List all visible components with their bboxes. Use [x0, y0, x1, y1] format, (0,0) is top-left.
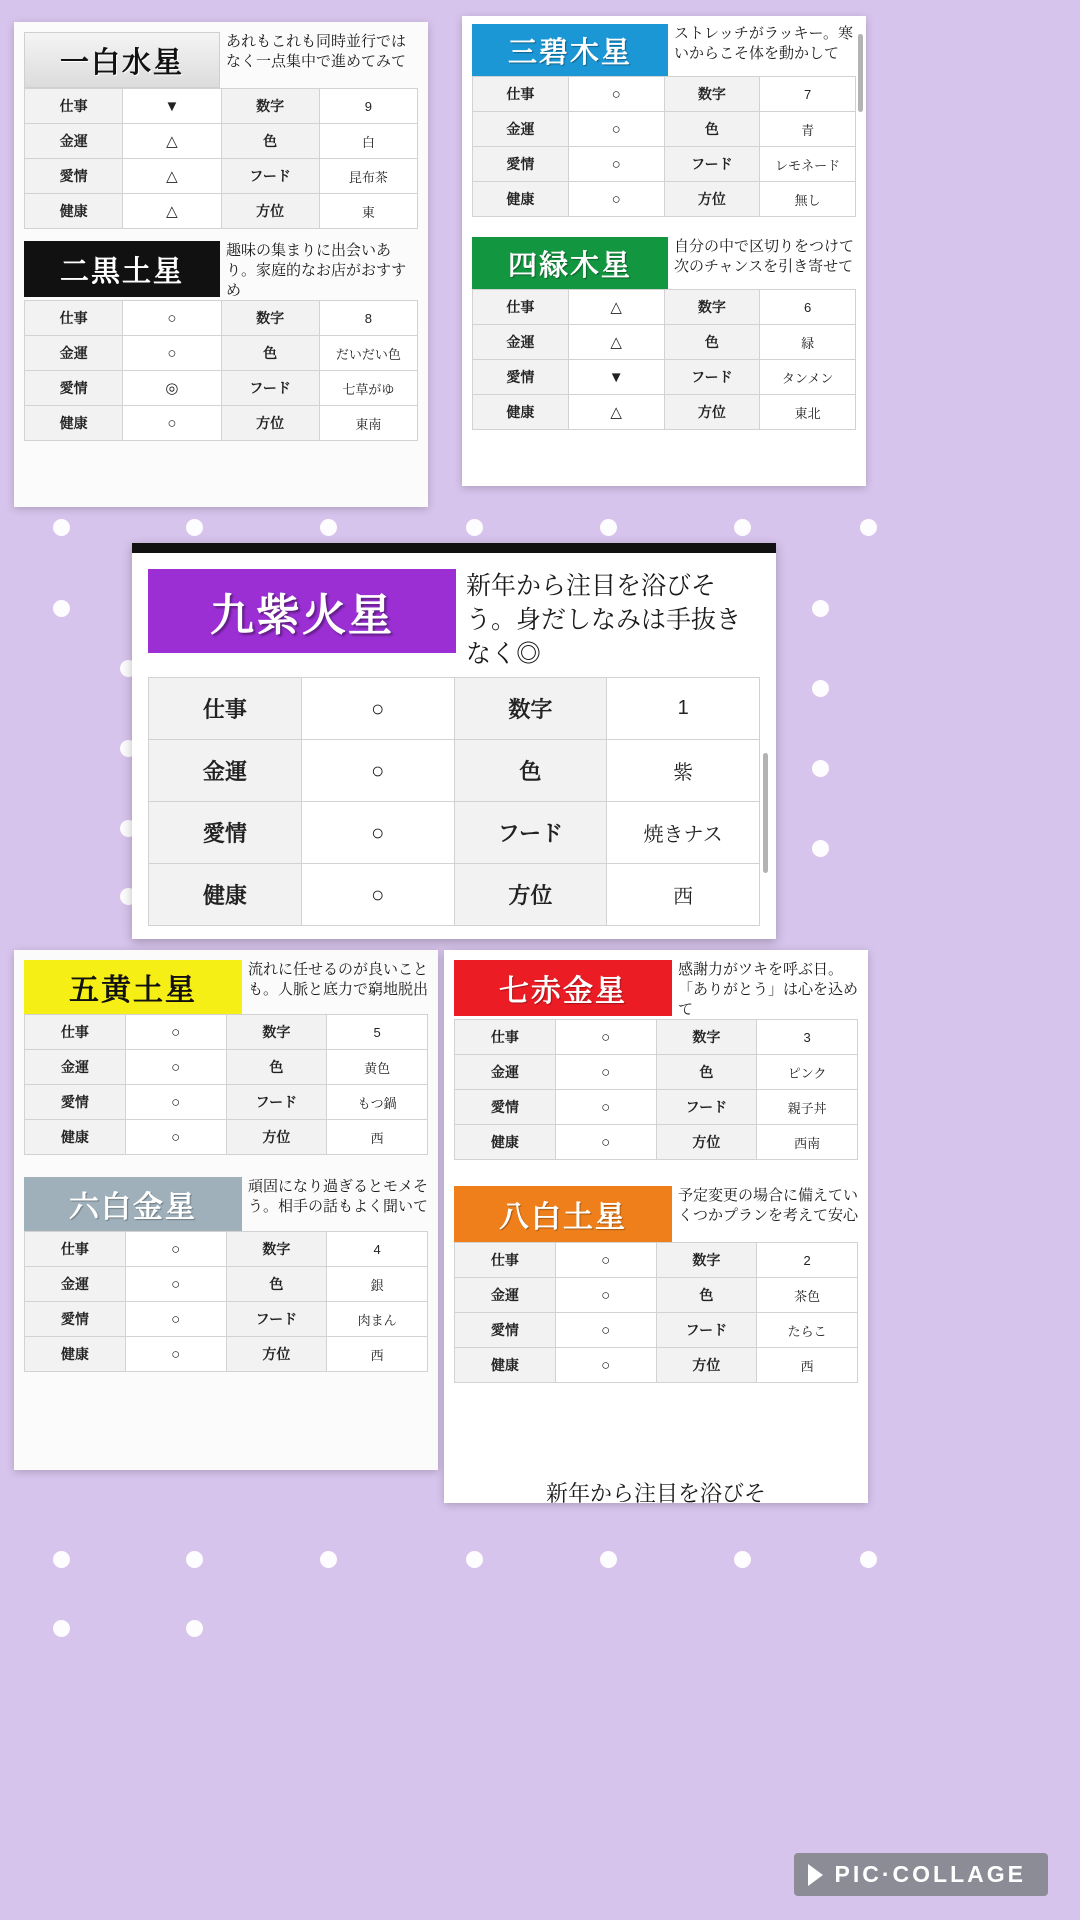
row-symbol: ▼: [568, 360, 664, 395]
row-value: たらこ: [757, 1313, 858, 1348]
row-label: 金運: [25, 1267, 126, 1302]
row-symbol: ○: [125, 1302, 226, 1337]
row-key: 方位: [664, 395, 760, 430]
row-label: 健康: [473, 182, 569, 217]
row-key: 方位: [656, 1125, 757, 1160]
row-key: 数字: [221, 301, 319, 336]
table-row: [455, 1090, 858, 1125]
row-label: 愛情: [25, 1085, 126, 1120]
row-label: 金運: [473, 112, 569, 147]
row-key: 色: [454, 740, 607, 802]
row-label: 健康: [25, 1337, 126, 1372]
row-value: 西: [757, 1348, 858, 1383]
row-value: 七草がゆ: [319, 371, 417, 406]
row-key: 数字: [664, 290, 760, 325]
table-row: [25, 1015, 428, 1050]
card-message-7: 感謝力がツキを呼ぶ日。「ありがとう」は心を込めて: [678, 961, 859, 1018]
row-value: 紫: [607, 740, 760, 802]
horoscope-card-8[interactable]: [454, 1186, 858, 1383]
row-label: 金運: [455, 1055, 556, 1090]
collage-panel-right-top[interactable]: [462, 16, 866, 486]
row-key: フード: [221, 159, 319, 194]
row-label: 金運: [25, 124, 123, 159]
table-row: [473, 395, 856, 430]
row-key: 色: [221, 336, 319, 371]
row-symbol: ○: [125, 1015, 226, 1050]
row-symbol: ○: [555, 1125, 656, 1160]
table-row: [25, 1120, 428, 1155]
row-key: フード: [226, 1085, 327, 1120]
row-value: 2: [757, 1243, 858, 1278]
row-label: 仕事: [25, 89, 123, 124]
table-row: [25, 406, 418, 441]
row-key: 色: [221, 124, 319, 159]
row-key: フード: [656, 1090, 757, 1125]
row-value: 6: [760, 290, 856, 325]
row-key: 方位: [226, 1120, 327, 1155]
card-title-1: 一白水星: [24, 32, 220, 88]
row-key: 方位: [221, 194, 319, 229]
horoscope-card-3[interactable]: [472, 24, 856, 217]
row-key: 方位: [221, 406, 319, 441]
row-value: 東: [319, 194, 417, 229]
row-symbol: ○: [555, 1055, 656, 1090]
row-value: 西: [327, 1120, 428, 1155]
collage-panel-left-top[interactable]: [14, 22, 428, 507]
row-key: フード: [664, 360, 760, 395]
table-row: [149, 864, 760, 926]
row-value: ピンク: [757, 1055, 858, 1090]
row-symbol: ○: [568, 147, 664, 182]
collage-panel-right-bottom[interactable]: [444, 950, 868, 1503]
row-label: 健康: [149, 864, 302, 926]
row-symbol: △: [123, 159, 221, 194]
table-row: [25, 124, 418, 159]
table-row: [25, 301, 418, 336]
row-label: 健康: [25, 1120, 126, 1155]
table-row: [25, 1267, 428, 1302]
table-row: [149, 802, 760, 864]
card-title-8: 八白土星: [454, 1186, 672, 1242]
row-label: 仕事: [455, 1243, 556, 1278]
horoscope-card-4[interactable]: [472, 237, 856, 430]
row-value: だいだい色: [319, 336, 417, 371]
card-title-6: 六白金星: [24, 1177, 242, 1231]
row-value: 青: [760, 112, 856, 147]
row-symbol: ◎: [123, 371, 221, 406]
card-table-2: [24, 300, 418, 441]
row-label: 愛情: [455, 1090, 556, 1125]
row-symbol: ○: [555, 1020, 656, 1055]
row-label: 金運: [455, 1278, 556, 1313]
row-label: 仕事: [455, 1020, 556, 1055]
row-symbol: ○: [125, 1232, 226, 1267]
row-symbol: ○: [555, 1090, 656, 1125]
row-label: 仕事: [25, 1232, 126, 1267]
card-title-7: 七赤金星: [454, 960, 672, 1016]
row-value: 昆布茶: [319, 159, 417, 194]
card-title-3: 三碧木星: [472, 24, 668, 76]
horoscope-card-2[interactable]: [24, 241, 418, 441]
row-key: 数字: [221, 89, 319, 124]
row-symbol: △: [568, 395, 664, 430]
row-label: 健康: [455, 1125, 556, 1160]
row-key: 数字: [454, 678, 607, 740]
row-label: 仕事: [25, 301, 123, 336]
row-key: 数字: [664, 77, 760, 112]
table-row: [25, 1085, 428, 1120]
row-key: 色: [656, 1055, 757, 1090]
table-row: [25, 371, 418, 406]
row-value: 銀: [327, 1267, 428, 1302]
table-row: [455, 1348, 858, 1383]
row-value: 7: [760, 77, 856, 112]
row-label: 愛情: [25, 1302, 126, 1337]
row-value: 西南: [757, 1125, 858, 1160]
card-table-1: [24, 88, 418, 229]
card-message-4: 自分の中で区切りをつけて次のチャンスを引き寄せて: [674, 238, 855, 275]
card-table-5: [24, 1014, 428, 1155]
card-message-1: あれもこれも同時並行ではなく一点集中で進めてみて: [226, 33, 407, 70]
row-label: 愛情: [455, 1313, 556, 1348]
scrollbar-right-top[interactable]: [858, 34, 863, 112]
row-value: 焼きナス: [607, 802, 760, 864]
row-label: 愛情: [25, 371, 123, 406]
row-symbol: ○: [301, 802, 454, 864]
table-row: [473, 325, 856, 360]
row-label: 仕事: [473, 290, 569, 325]
row-symbol: ▼: [123, 89, 221, 124]
row-symbol: ○: [301, 740, 454, 802]
row-key: 色: [656, 1278, 757, 1313]
row-label: 仕事: [25, 1015, 126, 1050]
row-value: 1: [607, 678, 760, 740]
row-symbol: ○: [301, 864, 454, 926]
row-key: フード: [454, 802, 607, 864]
card-message-2: 趣味の集まりに出会いあり。家庭的なお店がおすすめ: [226, 242, 407, 299]
row-value: 西: [327, 1337, 428, 1372]
row-symbol: △: [123, 124, 221, 159]
row-key: フード: [656, 1313, 757, 1348]
row-value: 東北: [760, 395, 856, 430]
row-label: 仕事: [473, 77, 569, 112]
watermark-label: PIC·COLLAGE: [834, 1861, 1026, 1887]
table-row: [25, 159, 418, 194]
row-value: 4: [327, 1232, 428, 1267]
row-key: フード: [221, 371, 319, 406]
row-key: 方位: [664, 182, 760, 217]
clipped-message-text: 新年から注目を浴びそ: [545, 1481, 766, 1503]
row-value: 黄色: [327, 1050, 428, 1085]
table-row: [149, 740, 760, 802]
horoscope-card-7[interactable]: [454, 960, 858, 1160]
row-label: 愛情: [473, 147, 569, 182]
card-message-5: 流れに任せるのが良いことも。人脈と底力で窮地脱出: [248, 961, 429, 998]
card-table-4: [472, 289, 856, 430]
table-row: [473, 77, 856, 112]
row-label: 健康: [455, 1348, 556, 1383]
card-title-5: 五黄土星: [24, 960, 242, 1014]
card-table-3: [472, 76, 856, 217]
row-key: 色: [226, 1267, 327, 1302]
row-key: 方位: [656, 1348, 757, 1383]
row-symbol: △: [123, 194, 221, 229]
row-symbol: ○: [568, 112, 664, 147]
panel-topbar: [132, 543, 776, 553]
row-symbol: ○: [301, 678, 454, 740]
row-label: 金運: [149, 740, 302, 802]
row-symbol: ○: [125, 1050, 226, 1085]
row-label: 愛情: [25, 159, 123, 194]
row-value: 無し: [760, 182, 856, 217]
table-row: [25, 1337, 428, 1372]
row-key: 色: [664, 112, 760, 147]
row-key: フード: [664, 147, 760, 182]
row-label: 愛情: [149, 802, 302, 864]
table-row: [455, 1243, 858, 1278]
row-value: 西: [607, 864, 760, 926]
row-value: 親子丼: [757, 1090, 858, 1125]
pic-collage-watermark: [794, 1853, 1048, 1896]
table-row: [455, 1125, 858, 1160]
row-label: 健康: [25, 194, 123, 229]
row-symbol: ○: [568, 182, 664, 217]
table-row: [473, 360, 856, 395]
table-row: [473, 112, 856, 147]
play-triangle-icon: [808, 1864, 823, 1886]
row-value: 白: [319, 124, 417, 159]
row-symbol: △: [568, 325, 664, 360]
table-row: [149, 678, 760, 740]
card-title-2: 二黒土星: [24, 241, 220, 297]
row-label: 金運: [25, 1050, 126, 1085]
horoscope-card-9[interactable]: [148, 569, 760, 926]
collage-panel-center[interactable]: [132, 543, 776, 939]
row-value: 3: [757, 1020, 858, 1055]
table-row: [25, 1050, 428, 1085]
row-value: もつ鍋: [327, 1085, 428, 1120]
table-row: [25, 89, 418, 124]
row-symbol: ○: [555, 1313, 656, 1348]
table-row: [455, 1278, 858, 1313]
row-value: タンメン: [760, 360, 856, 395]
table-row: [473, 290, 856, 325]
row-symbol: ○: [125, 1120, 226, 1155]
row-key: 色: [664, 325, 760, 360]
table-row: [455, 1313, 858, 1348]
row-label: 仕事: [149, 678, 302, 740]
card-message-8: 予定変更の場合に備えていくつかプランを考えて安心: [678, 1187, 859, 1225]
row-symbol: ○: [123, 336, 221, 371]
table-row: [455, 1020, 858, 1055]
horoscope-card-1[interactable]: [24, 32, 418, 229]
table-row: [473, 182, 856, 217]
row-value: 肉まん: [327, 1302, 428, 1337]
row-symbol: ○: [568, 77, 664, 112]
row-label: 金運: [25, 336, 123, 371]
row-symbol: ○: [555, 1278, 656, 1313]
row-symbol: ○: [123, 301, 221, 336]
row-key: 数字: [226, 1232, 327, 1267]
card-table-7: [454, 1019, 858, 1160]
row-key: 数字: [656, 1243, 757, 1278]
row-key: 色: [226, 1050, 327, 1085]
row-key: 数字: [656, 1020, 757, 1055]
card-message-3: ストレッチがラッキー。寒いからこそ体を動かして: [674, 25, 853, 62]
row-value: 8: [319, 301, 417, 336]
table-row: [25, 1232, 428, 1267]
table-row: [473, 147, 856, 182]
card-table-6: [24, 1231, 428, 1372]
row-symbol: ○: [555, 1243, 656, 1278]
row-key: 数字: [226, 1015, 327, 1050]
row-label: 金運: [473, 325, 569, 360]
row-key: フード: [226, 1302, 327, 1337]
row-label: 健康: [25, 406, 123, 441]
row-symbol: ○: [125, 1085, 226, 1120]
row-key: 方位: [226, 1337, 327, 1372]
card-message-9: 新年から注目を浴びそう。身だしなみは手抜きなく◎: [466, 572, 742, 668]
horoscope-card-6[interactable]: [24, 1177, 428, 1372]
row-symbol: △: [568, 290, 664, 325]
card-title-4: 四緑木星: [472, 237, 668, 289]
table-row: [455, 1055, 858, 1090]
row-value: 茶色: [757, 1278, 858, 1313]
card-title-9: 九紫火星: [148, 569, 456, 653]
row-value: 9: [319, 89, 417, 124]
row-symbol: ○: [123, 406, 221, 441]
row-symbol: ○: [555, 1348, 656, 1383]
row-value: 東南: [319, 406, 417, 441]
row-key: 方位: [454, 864, 607, 926]
card-table-8: [454, 1242, 858, 1383]
table-row: [25, 1302, 428, 1337]
row-symbol: ○: [125, 1267, 226, 1302]
card-message-6: 頑固になり過ぎるとモメそう。相手の話もよく聞いて: [248, 1178, 429, 1215]
row-value: レモネード: [760, 147, 856, 182]
scrollbar-center[interactable]: [763, 753, 768, 873]
horoscope-card-5[interactable]: [24, 960, 428, 1155]
card-table-9: [148, 677, 760, 926]
row-label: 健康: [473, 395, 569, 430]
table-row: [25, 194, 418, 229]
row-symbol: ○: [125, 1337, 226, 1372]
table-row: [25, 336, 418, 371]
collage-panel-left-bottom[interactable]: [14, 950, 438, 1470]
row-value: 緑: [760, 325, 856, 360]
row-value: 5: [327, 1015, 428, 1050]
row-label: 愛情: [473, 360, 569, 395]
